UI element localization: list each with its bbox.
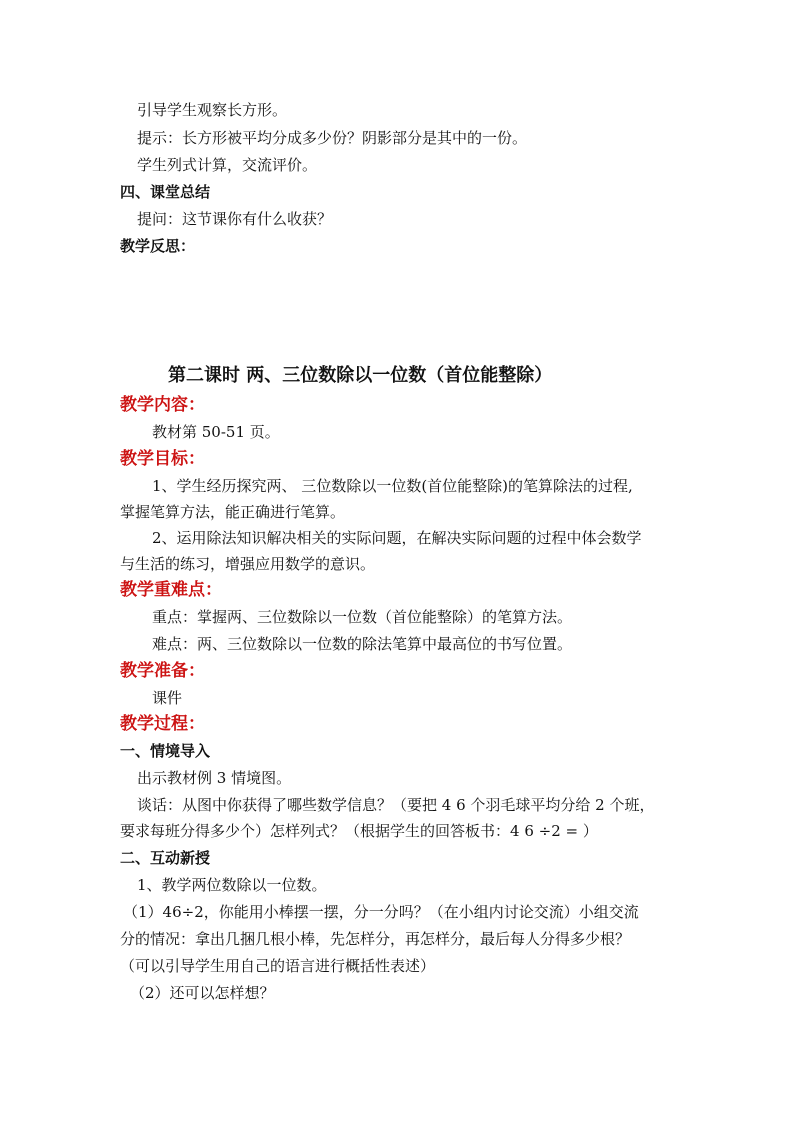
goal-2-line-1: 2、运用除法知识解决相关的实际问题，在解决实际问题的过程中体会数学 [152, 529, 642, 547]
new-lesson-line-2: （1）46÷2，你能用小棒摆一摆，分一分吗？（在小组内讨论交流）小组交流 [123, 903, 639, 921]
process-heading: 教学过程： [120, 714, 205, 734]
goal-1-line-2: 掌握笔算方法，能正确进行笔算。 [120, 503, 346, 521]
key-points-heading: 教学重难点： [120, 580, 222, 600]
difficult-point: 难点：两、三位数除以一位数的除法笔算中最高位的书写位置。 [152, 635, 573, 653]
summary-question: 提问：这节课你有什么收获？ [137, 210, 333, 228]
goal-2-line-2: 与生活的练习，增强应用数学的意识。 [120, 555, 376, 573]
new-lesson-line-3: 分的情况：拿出几捆几根小棒，先怎样分，再怎样分，最后每人分得多少根？ [120, 930, 631, 948]
intro-line-1: 出示教材例 3 情境图。 [137, 769, 292, 787]
intro-line-3: 要求每班分得多少个）怎样列式？（根据学生的回答板书：4 6 ÷2 = ） [120, 822, 598, 840]
goal-1-line-1: 1、学生经历探究两、 三位数除以一位数(首位能整除)的笔算除法的过程, [152, 477, 633, 495]
key-point: 重点：掌握两、三位数除以一位数（首位能整除）的笔算方法。 [152, 608, 573, 626]
section-new-lesson-heading: 二、互动新授 [120, 849, 211, 867]
new-lesson-line-1: 1、教学两位数除以一位数。 [137, 876, 327, 894]
intro-line-2: 谈话：从图中你获得了哪些数学信息？（要把 4 6 个羽毛球平均分给 2 个班， [137, 796, 655, 814]
new-lesson-line-4: （可以引导学生用自己的语言进行概括性表述） [120, 957, 436, 975]
top-line-hint: 提示：长方形被平均分成多少份？阴影部分是其中的一份。 [137, 129, 528, 147]
section-intro-heading: 一、情境导入 [120, 742, 211, 760]
top-line-calc: 学生列式计算，交流评价。 [137, 156, 318, 174]
top-line-observe: 引导学生观察长方形。 [137, 101, 288, 119]
prep-heading: 教学准备： [120, 661, 205, 681]
section-summary-heading: 四、课堂总结 [120, 183, 211, 201]
reflection-heading: 教学反思： [120, 237, 196, 255]
new-lesson-line-5: （2）还可以怎样想？ [130, 984, 275, 1002]
goals-heading: 教学目标： [120, 449, 205, 469]
prep-text: 课件 [152, 689, 183, 707]
content-heading: 教学内容： [120, 395, 205, 415]
lesson-title: 第二课时 两、三位数除以一位数（首位能整除） [168, 365, 553, 386]
content-text: 教材第 50-51 页。 [152, 423, 280, 441]
